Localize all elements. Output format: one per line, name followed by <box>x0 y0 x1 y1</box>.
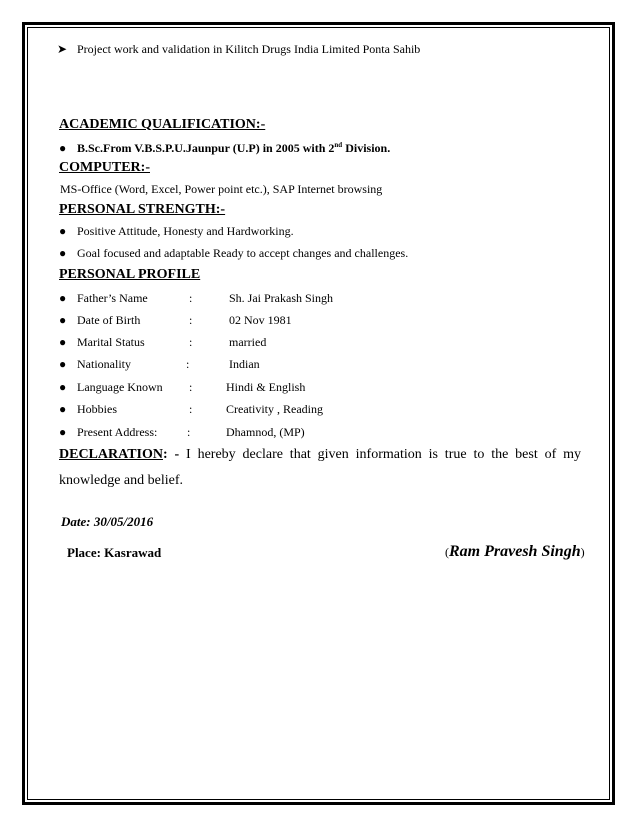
computer-heading: COMPUTER:- <box>59 160 150 175</box>
project-line: Project work and validation in Kilitch Drugs India Limited Ponta Sahib <box>77 42 421 56</box>
profile-separator: : <box>189 335 193 349</box>
signature <box>445 543 585 561</box>
declaration-label: DECLARATION <box>59 447 163 462</box>
profile-label: Marital Status <box>77 335 145 349</box>
bullet-icon: ● <box>59 291 67 305</box>
profile-label: Language Known <box>77 380 163 394</box>
profile-separator: : <box>189 402 193 416</box>
academic-heading: ACADEMIC QUALIFICATION:- <box>59 117 266 132</box>
profile-separator: : <box>187 425 191 439</box>
declaration-text: I hereby declare that given information is true to the best of my knowledge and belief. <box>59 447 581 488</box>
profile-label: Father’s Name <box>77 291 148 305</box>
signature-open: ( <box>445 545 449 559</box>
academic-item-text: B.Sc.From V.B.S.P.U.Jaunpur (U.P) in 2005 with 2 <box>77 141 335 155</box>
profile-value: Creativity , Reading <box>226 402 323 416</box>
profile-separator: : <box>189 291 193 305</box>
date-line: Date: 30/05/2016 <box>61 514 154 529</box>
profile-value: Dhamnod, (MP) <box>226 425 305 439</box>
strength-item: Goal focused and adaptable Ready to accept changes and challenges. <box>77 246 409 260</box>
profile-label: Hobbies <box>77 402 117 416</box>
bullet-icon: ● <box>59 246 67 260</box>
bullet-icon: ● <box>59 380 67 394</box>
signature-name: Ram Pravesh Singh <box>449 543 581 560</box>
profile-separator: : <box>189 313 193 327</box>
bullet-icon: ● <box>59 224 67 238</box>
profile-value: 02 Nov 1981 <box>229 313 292 327</box>
profile-separator: : <box>186 357 190 371</box>
strength-heading: PERSONAL STRENGTH:- <box>59 202 226 217</box>
profile-value: married <box>229 335 267 349</box>
profile-label: Present Address: <box>77 425 158 439</box>
profile-value: Sh. Jai Prakash Singh <box>229 291 334 305</box>
computer-text: MS-Office (Word, Excel, Power point etc.), SAP Internet browsing <box>60 182 383 196</box>
profile-label: Date of Birth <box>77 313 141 327</box>
profile-separator: : <box>189 380 193 394</box>
bullet-icon: ● <box>59 402 67 416</box>
declaration <box>59 442 581 494</box>
place-line: Place: Kasrawad <box>67 545 162 560</box>
academic-item <box>77 141 390 156</box>
profile-value: Indian <box>229 357 260 371</box>
bullet-icon: ● <box>59 425 67 439</box>
strength-item: Positive Attitude, Honesty and Hardworking. <box>77 224 294 238</box>
bullet-icon: ● <box>59 357 67 371</box>
profile-heading: PERSONAL PROFILE <box>59 267 201 282</box>
signature-close: ) <box>580 545 585 559</box>
profile-value: Hindi & English <box>226 380 306 394</box>
bullet-icon: ● <box>59 335 67 349</box>
arrow-bullet-icon: ➤ <box>57 42 68 56</box>
bullet-icon: ● <box>59 313 67 327</box>
academic-item-suffix: Division. <box>342 141 391 155</box>
bullet-icon: ● <box>59 141 67 155</box>
declaration-separator: : - <box>162 447 180 462</box>
profile-label: Nationality <box>77 357 131 371</box>
academic-item-sup: nd <box>334 141 343 149</box>
